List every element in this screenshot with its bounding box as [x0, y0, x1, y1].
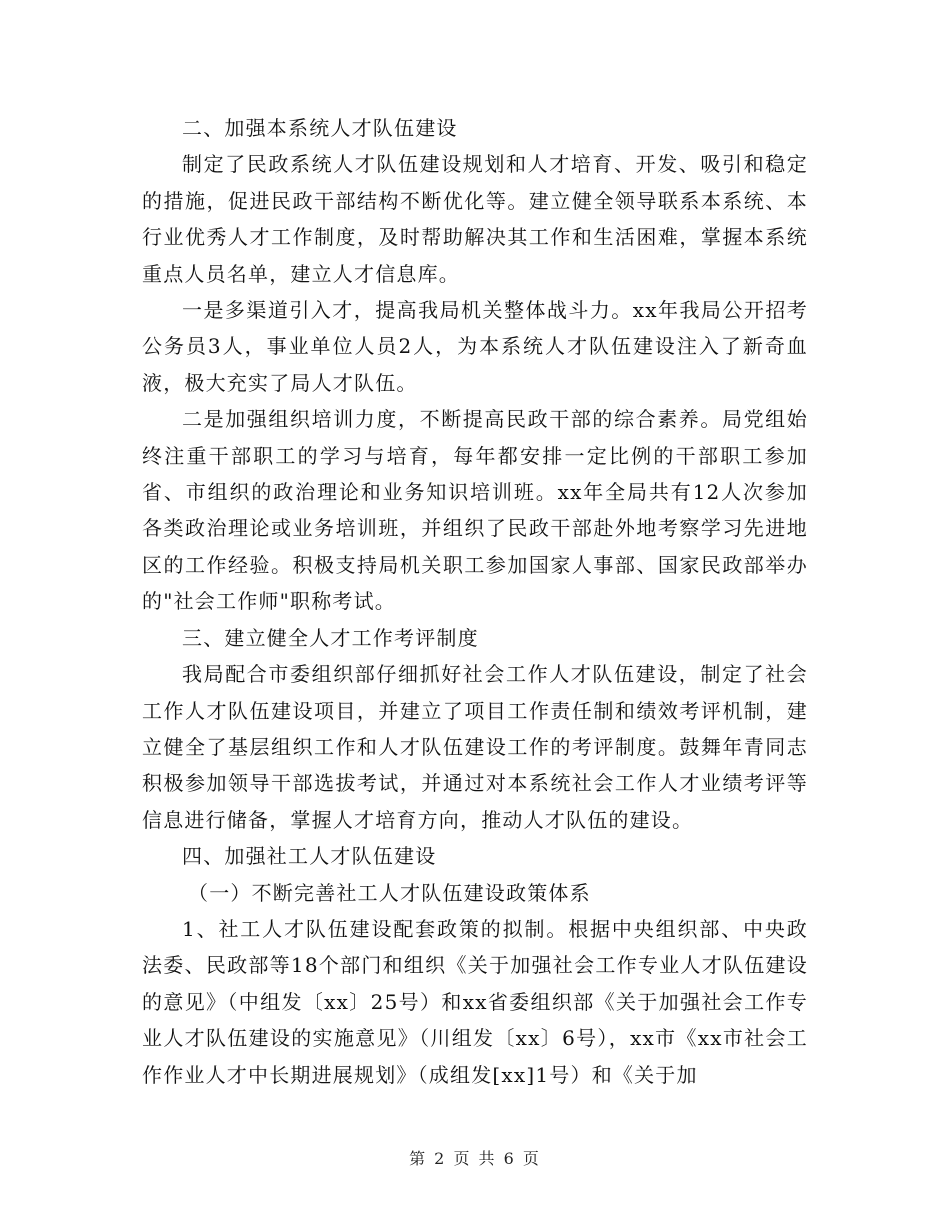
section-heading-2: 二、加强本系统人才队伍建设 — [182, 116, 458, 140]
section-heading-4: 四、加强社工人才队伍建设 — [182, 844, 437, 869]
page-number-footer: 第 2 页 共 6 页 — [409, 1149, 541, 1168]
body-paragraph: 二是加强组织培训力度，不断提高民政干部的综合素养。局党组始终注重干部职工的学习与培育，每年都安排一定比例的干部职工参加省、市组织的政治理论和业务知识培训班。xx年全局共有12人次参加各类政治理论或业务培训班，并组织了民政干部赴外地考察学习先进地区的工作经验。积极支持局机关职工参加国家人事部、国家民政部举办的"社会工作师"职称考试。 — [142, 407, 808, 614]
body-paragraph: 1、社工人才队伍建设配套政策的拟制。根据中央组织部、中央政法委、民政部等18个部门和组织《关于加强社会工作专业人才队伍建设的意见》（中组发〔xx〕25号）和xx省委组织部《关于加强社会工作专业人才队伍建设的实施意见》（川组发〔xx〕6号），xx市《xx市社会工作作业人才中长期进展规划》（成组发[xx]1号）和《关于加 — [142, 916, 808, 1087]
body-paragraph: 制定了民政系统人才队伍建设规划和人才培育、开发、吸引和稳定的措施，促进民政干部结构不断优化等。建立健全领导联系本系统、本行业优秀人才工作制度，及时帮助解决其工作和生活困难，掌握本系统重点人员名单，建立人才信息库。 — [142, 152, 808, 286]
body-paragraph: 一是多渠道引入才，提高我局机关整体战斗力。xx年我局公开招考公务员3人，事业单位人员2人，为本系统人才队伍建设注入了新奇血液，极大充实了局人才队伍。 — [142, 298, 808, 395]
section-heading-3: 三、建立健全人才工作考评制度 — [182, 625, 479, 650]
document-body — [142, 110, 808, 1093]
subsection-heading: （一）不断完善社工人才队伍建设政策体系 — [188, 880, 591, 905]
body-paragraph: 我局配合市委组织部仔细抓好社会工作人才队伍建设，制定了社会工作人才队伍建设项目，并建立了项目工作责任制和绩效考评机制，建立健全了基层组织工作和人才队伍建设工作的考评制度。鼓舞年青同志积极参加领导干部选拔考试，并通过对本系统社会工作人才业绩考评等信息进行储备，掌握人才培育方向，推动人才队伍的建设。 — [142, 662, 808, 832]
